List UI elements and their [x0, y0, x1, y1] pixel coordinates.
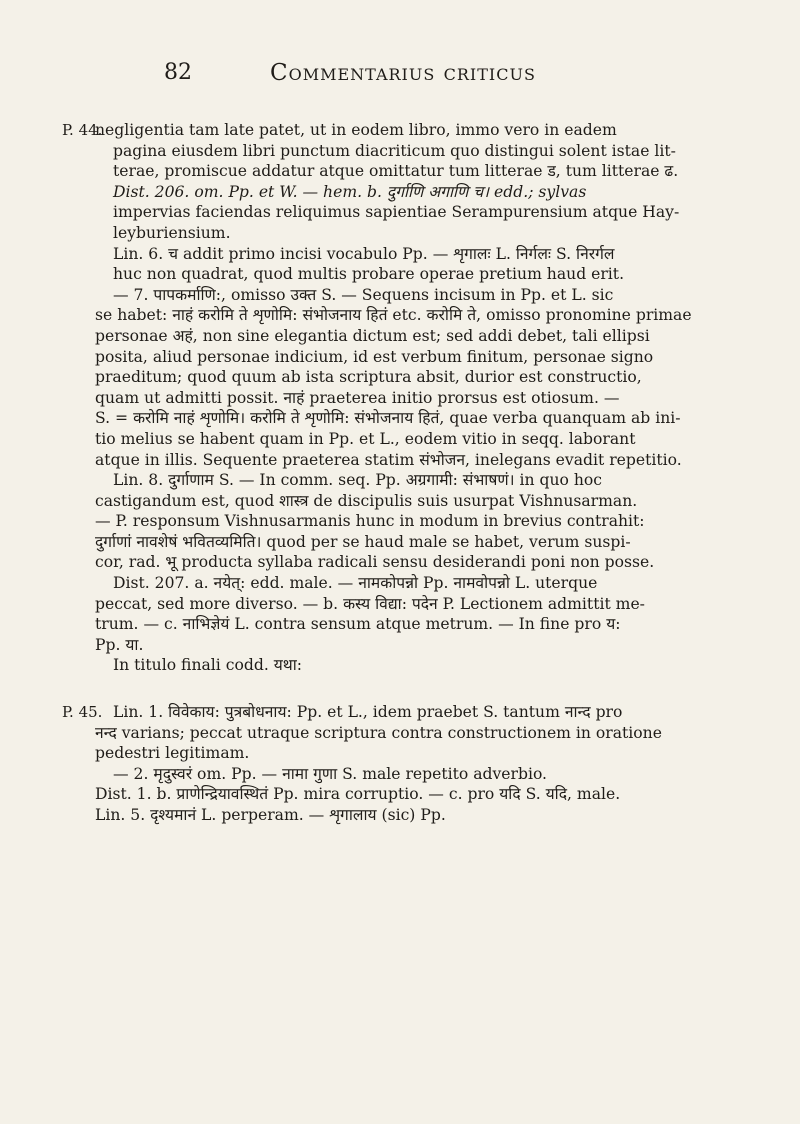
- text-line: — 2. मृदुस्वरं om. Pp. — नामा गुणा S. male repetito adverbio.: [113, 764, 548, 783]
- text-line: negligentia tam late patet, ut in eodem libro, immo vero in eadem: [95, 121, 617, 139]
- text-line: pagina eiusdem libri punctum diacriticum quo distingui solent istae lit-: [113, 141, 676, 160]
- text-line: personae अहं, non sine elegantia dictum est; sed addi debet, tali ellipsi: [95, 326, 650, 345]
- text-line: castigandum est, quod शास्त्र de discipulis suis usurpat Vishnusarman.: [95, 491, 638, 510]
- text-line: atque in illis. Sequente praeterea statim संभोजन, inelegans evadit repetitio.: [95, 450, 682, 469]
- text-line: quam ut admitti possit. नाहं praeterea initio prorsus est otiosum. —: [95, 388, 620, 407]
- text-line: impervias faciendas reliquimus sapientiae Serampurensium atque Hay-: [113, 203, 680, 222]
- margin-reference: P. 45.: [62, 703, 103, 721]
- text-line: दुर्गाणां नावशेषं भवितव्यमिति। quod per se haud male se habet, verum suspi-: [95, 532, 631, 551]
- text-line: terae, promiscue addatur atque omittatur tum litterae ड, tum litterae ढ.: [113, 162, 679, 181]
- running-title: Commentarius criticus: [270, 60, 536, 86]
- text-line: नन्द varians; peccat utraque scriptura contra constructionem in oratione: [95, 723, 662, 742]
- text-line: Lin. 8. दुर्गाणाम S. — In comm. seq. Pp. अग्रगामी: संभाषणं। in quo hoc: [113, 471, 603, 490]
- text-line: — 7. पापकर्माणि:, omisso उक्त S. — Sequens incisum in Pp. et L. sic: [113, 285, 614, 304]
- text-line: huc non quadrat, quod multis probare operae pretium haud erit.: [113, 265, 625, 284]
- text-line: Lin. 1. विवेकाय: पुत्रबोधनाय: Pp. et L., idem praebet S. tantum नान्द pro: [113, 703, 623, 721]
- page-number: 82: [164, 60, 192, 85]
- text-line: Lin. 6. च addit primo incisi vocabulo Pp. — शृगालः L. निर्गलः S. निरर्गल: [113, 244, 615, 263]
- text-line: — P. responsum Vishnusarmanis hunc in modum in brevius contrahit:: [95, 512, 645, 531]
- text-line: Dist. 1. b. प्राणेन्द्रियावस्थितं Pp. mira corruptio. — c. pro यदि S. यदि, male.: [95, 785, 621, 804]
- text-line: In titulo finali codd. यथा:: [113, 656, 303, 675]
- text-line: tio melius se habent quam in Pp. et L., eodem vitio in seqq. laborant: [95, 429, 636, 448]
- margin-reference: P. 44.: [62, 121, 103, 139]
- text-line: Pp. या.: [95, 635, 144, 654]
- commentary-section-p45: [62, 702, 720, 826]
- text-line: Dist. 206. om. Pp. et W. — hem. b. दुर्गाणि अगाणि च। edd.; sylvas: [113, 182, 587, 201]
- text-line: se habet: नाहं करोमि ते शृणोमि: संभोजनाय हितं etc. करोमि ते, omisso pronomine primae: [95, 306, 692, 325]
- text-line: leyburiensium.: [113, 223, 231, 242]
- text-line: Lin. 5. दृश्यमानं L. perperam. — शृगालाय (sic) Pp.: [95, 805, 446, 824]
- text-line: posita, aliud personae indicium, id est verbum finitum, personae signo: [95, 347, 654, 366]
- text-line: pedestri legitimam.: [95, 744, 250, 763]
- page-header: [0, 60, 800, 100]
- text-line: praeditum; quod quum ab ista scriptura absit, durior est constructio,: [95, 368, 642, 387]
- text-line: Dist. 207. a. नयेत्: edd. male. — नामकोपन्नो Pp. नामवोपन्नो L. uterque: [113, 574, 598, 593]
- text-line: peccat, sed more diverso. — b. कस्य विद्या: पदेन P. Lectionem admittit me-: [95, 594, 645, 613]
- text-line: cor, rad. भू producta syllaba radicali sensu desiderandi poni non posse.: [95, 553, 655, 572]
- text-line: S. = करोमि नाहं शृणोमि। करोमि ते शृणोमि: संभोजनाय हितं, quae verba quanquam ab ini-: [95, 409, 681, 428]
- text-line: trum. — c. नाभिज्ञेयं L. contra sensum atque metrum. — In fine pro य:: [95, 615, 621, 634]
- commentary-section-p44: [62, 120, 720, 676]
